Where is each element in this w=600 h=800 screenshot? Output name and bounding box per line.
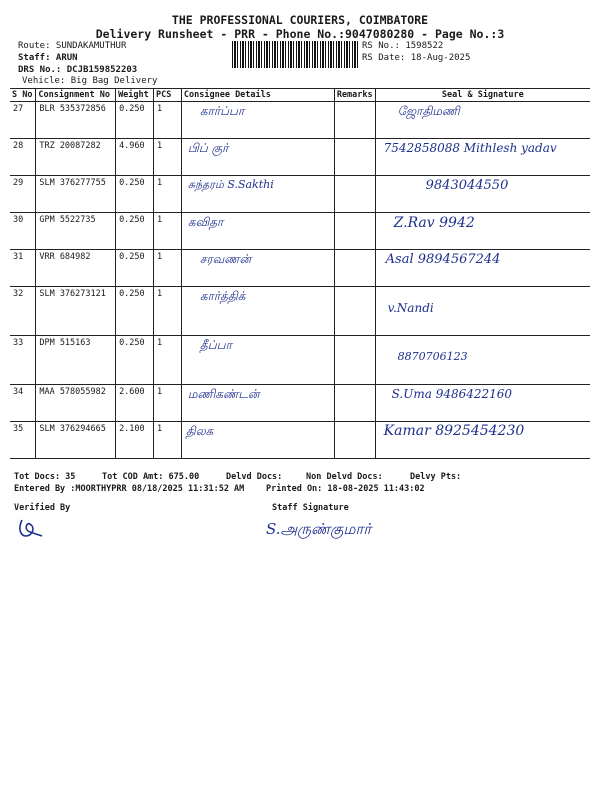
cell-pcs: 1 [154,385,182,422]
table-row [10,287,590,336]
page-subtitle: Delivery Runsheet - PRR - Phone No.:9047080280 - Page No.:3 [95,27,505,41]
cell-consignment: SLM 376294665 [36,422,116,459]
cell-consignee: கார்த்திக் [181,287,334,336]
entered-by: Entered By :MOORTHYPRR 08/18/2025 11:31:52 AM [14,484,245,494]
cell-sno: 35 [10,422,36,459]
cell-pcs: 1 [154,287,182,336]
cell-weight: 0.250 [116,287,154,336]
cell-pcs: 1 [154,102,182,139]
cell-consignee: சுந்தரம் S.Sakthi [181,176,334,213]
cell-weight: 0.250 [116,250,154,287]
cell-sno: 33 [10,336,36,385]
verified-by-label: Verified By [14,503,71,513]
cell-consignee: கார்ப்பா [181,102,334,139]
table-row [10,139,590,176]
cell-weight: 2.100 [116,422,154,459]
cell-consignment: DPM 515163 [36,336,116,385]
cell-sno: 34 [10,385,36,422]
column-header-pcs: PCS [154,89,182,102]
cell-remarks [334,287,375,336]
cell-sno: 30 [10,213,36,250]
cell-consignee: சரவணன் [181,250,334,287]
runsheet-table [10,88,590,459]
cell-consignment: VRR 684982 [36,250,116,287]
vehicle-label: Vehicle: Big Bag Delivery [22,76,158,86]
cell-consignee: திலக [181,422,334,459]
cell-consignment: TRZ 20087282 [36,139,116,176]
cell-consignee: பிப் குர் [181,139,334,176]
table-header-row [10,89,590,102]
cell-weight: 0.250 [116,176,154,213]
cell-weight: 0.250 [116,102,154,139]
drs-number: DRS No.: DCJB159852203 [18,65,138,75]
cell-consignment: BLR 535372856 [36,102,116,139]
route-label: Route: SUNDAKAMUTHUR [18,41,127,51]
cell-signature: v.Nandi [375,287,590,336]
total-cod-amount: Tot COD Amt: 675.00 [102,472,200,482]
column-header-signature: Seal & Signature [375,89,590,102]
column-header-consignee: Consignee Details [181,89,334,102]
table-row [10,336,590,385]
cell-weight: 2.600 [116,385,154,422]
cell-consignment: SLM 376277755 [36,176,116,213]
staff-signature-label: Staff Signature [272,503,349,513]
printed-on: Printed On: 18-08-2025 11:43:02 [266,484,425,494]
rs-date: RS Date: 18-Aug-2025 [362,53,471,63]
cell-sno: 32 [10,287,36,336]
cell-pcs: 1 [154,250,182,287]
table-row [10,213,590,250]
cell-consignment: MAA 578055982 [36,385,116,422]
table-row [10,385,590,422]
verifier-signature [16,516,46,540]
table-row [10,176,590,213]
cell-signature: S.Uma 9486422160 [375,385,590,422]
page-title: THE PROFESSIONAL COURIERS, COIMBATORE [171,13,429,27]
table-row [10,102,590,139]
cell-remarks [334,385,375,422]
delivered-docs: Delvd Docs: [226,472,283,482]
barcode [232,41,358,68]
column-header-remarks: Remarks [334,89,375,102]
cell-signature: 9843044550 [375,176,590,213]
cell-sno: 28 [10,139,36,176]
cell-pcs: 1 [154,213,182,250]
cell-remarks [334,139,375,176]
cell-consignment: SLM 376273121 [36,287,116,336]
cell-signature: Z.Rav 9942 [375,213,590,250]
cell-consignee: தீப்பா [181,336,334,385]
cell-pcs: 1 [154,176,182,213]
cell-signature: 7542858088 Mithlesh yadav [375,139,590,176]
cell-remarks [334,422,375,459]
rs-number: RS No.: 1598522 [362,41,444,51]
cell-weight: 4.960 [116,139,154,176]
cell-pcs: 1 [154,139,182,176]
cell-consignee: மணிகண்டன் [181,385,334,422]
cell-pcs: 1 [154,336,182,385]
column-header-weight: Weight [116,89,154,102]
column-header-sno: S No [10,89,36,102]
total-docs: Tot Docs: 35 [14,472,76,482]
cell-weight: 0.250 [116,336,154,385]
table-row [10,250,590,287]
cell-consignment: GPM 5522735 [36,213,116,250]
cell-remarks [334,102,375,139]
cell-weight: 0.250 [116,213,154,250]
cell-remarks [334,176,375,213]
cell-signature: ஜோதிமணி [375,102,590,139]
non-delivered-docs: Non Delvd Docs: [306,472,383,482]
cell-signature: 8870706123 [375,336,590,385]
cell-consignee: கவிதா [181,213,334,250]
cell-remarks [334,213,375,250]
cell-pcs: 1 [154,422,182,459]
table-row [10,422,590,459]
cell-remarks [334,250,375,287]
cell-sno: 29 [10,176,36,213]
cell-sno: 31 [10,250,36,287]
cell-signature: Asal 9894567244 [375,250,590,287]
column-header-consignment: Consignment No [36,89,116,102]
staff-label: Staff: ARUN [18,53,78,63]
cell-sno: 27 [10,102,36,139]
cell-remarks [334,336,375,385]
delivery-points: Delvy Pts: [410,472,462,482]
staff-signature: S.அருண்குமார் [266,520,372,538]
cell-signature: Kamar 8925454230 [375,422,590,459]
